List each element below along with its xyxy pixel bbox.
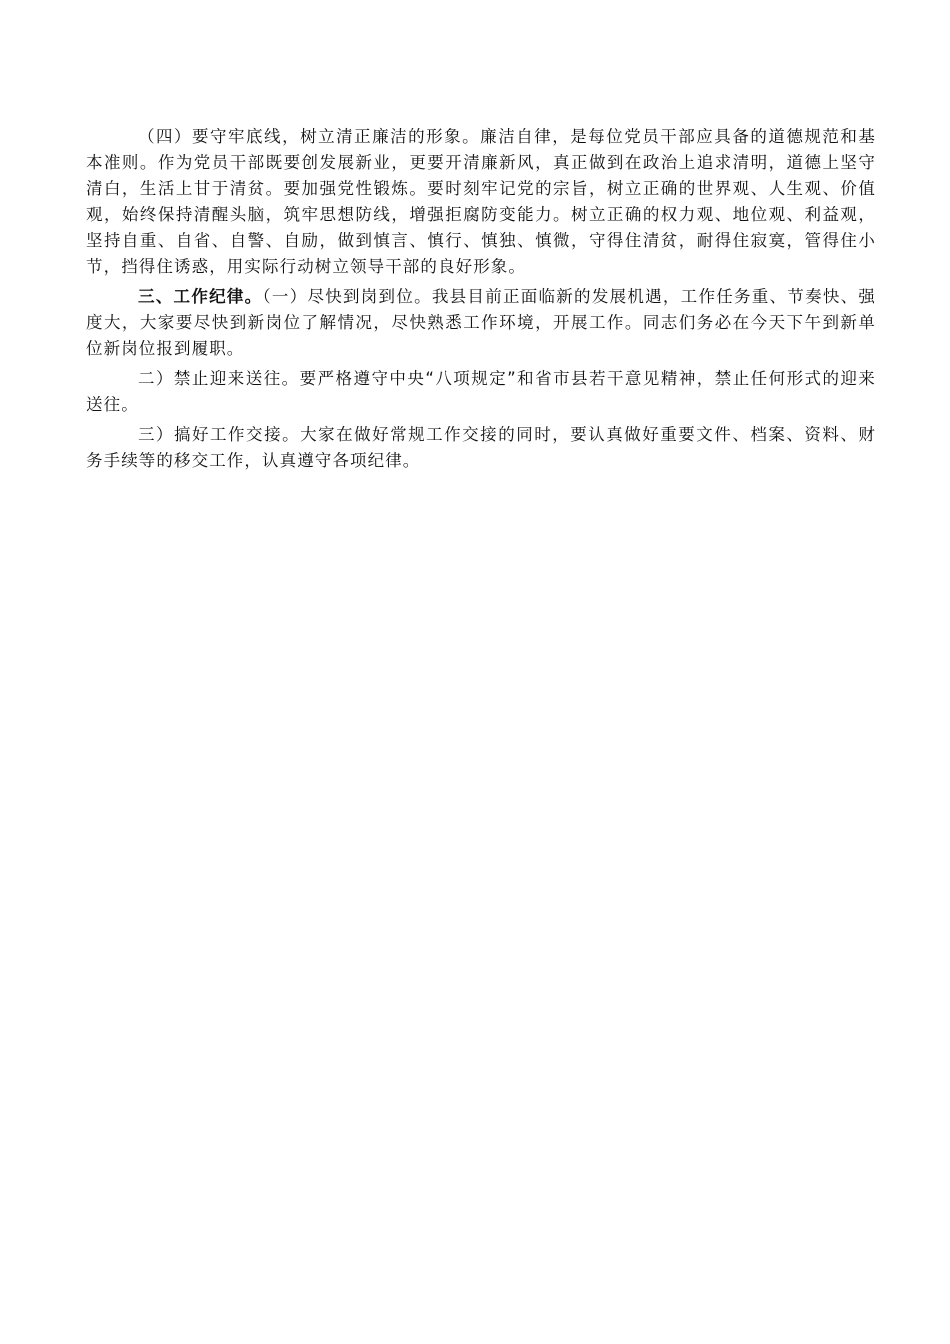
document-body [86,124,876,474]
paragraph-text: 二）禁止迎来送往。要严格遵守中央“八项规定”和省市县若干意见精神，禁止任何形式的迎来送往。 [86,369,876,414]
paragraph-handover [86,422,876,474]
paragraph-text: （一）尽快到岗到位。我县目前正面临新的发展机遇，工作任务重、节奏快、强度大，大家要尽快到新岗位了解情况，尽快熟悉工作环境，开展工作。同志们务必在今天下午到新单位新岗位报到履职。 [86,287,876,358]
paragraph-work-discipline [86,284,876,362]
paragraph-text: （四）要守牢底线，树立清正廉洁的形象。廉洁自律，是每位党员干部应具备的道德规范和基本准则。作为党员干部既要创发展新业，更要开清廉新风，真正做到在政治上追求清明，道德上坚守清白，生活上甘于清贫。要加强党性锻炼。要时刻牢记党的宗旨，树立正确的世界观、人生观、价值观，始终保持清醒头脑，筑牢思想防线，增强拒腐防变能力。树立正确的权力观、地位观、利益观，坚持自重、自省、自警、自励，做到慎言、慎行、慎独、慎微，守得住清贫，耐得住寂寞，管得住小节，挡得住诱惑，用实际行动树立领导干部的良好形象。 [86,127,876,276]
paragraph-integrity [86,124,876,280]
paragraph-text: 三）搞好工作交接。大家在做好常规工作交接的同时，要认真做好重要文件、档案、资料、财务手续等的移交工作，认真遵守各项纪律。 [86,425,876,470]
paragraph-no-receptions [86,366,876,418]
section-heading: 三、工作纪律。 [138,287,263,306]
